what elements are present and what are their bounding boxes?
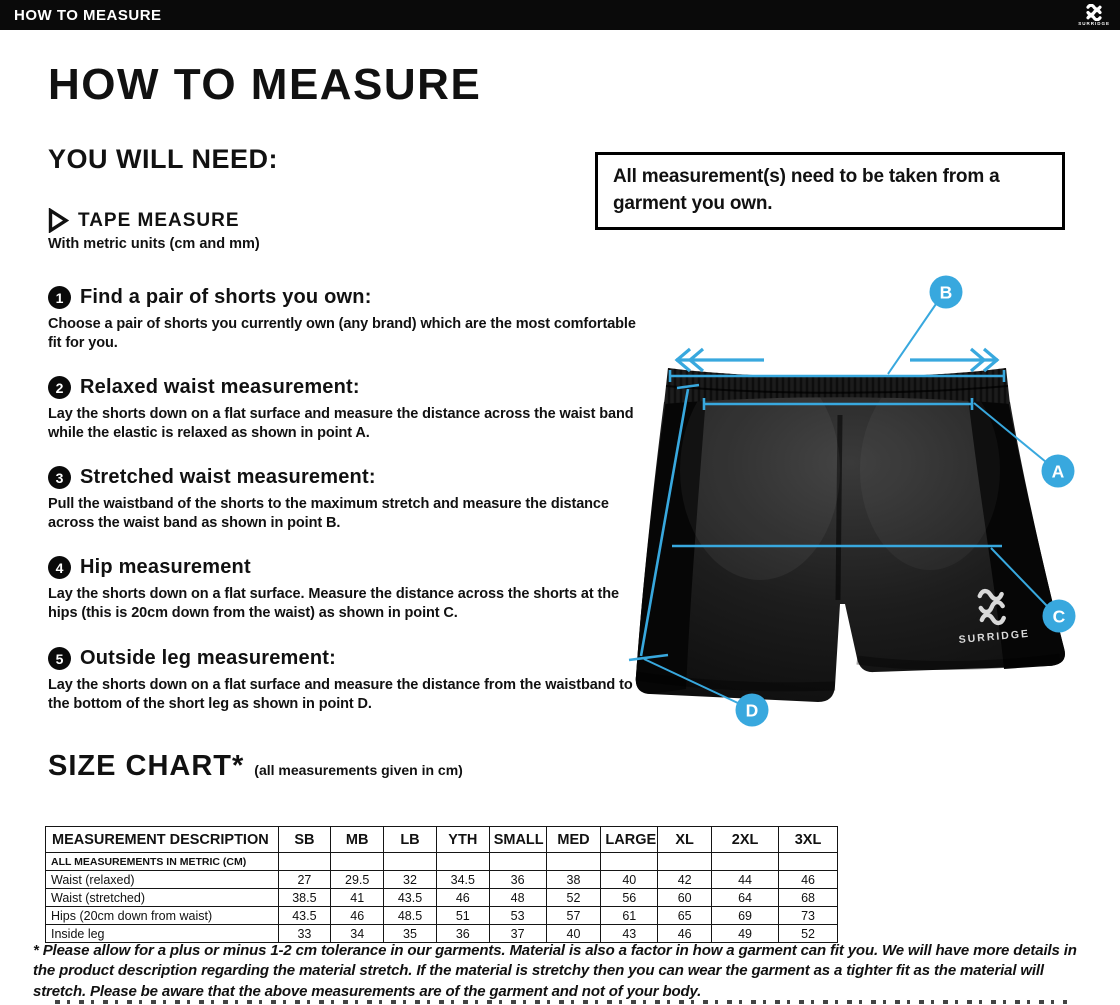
point-b-badge [930,276,963,309]
point-c-badge [1043,600,1076,633]
cell: 42 [658,871,712,889]
step-body: Lay the shorts down on a flat surface. Measure the distance across the shorts at the hips (this is 20cm down from the waist) as shown in point C. [48,586,619,622]
cell: 43.5 [278,907,331,925]
cell: 40 [601,871,658,889]
cell: 32 [384,871,437,889]
step-body: Lay the shorts down on a flat surface and measure the distance from the waistband to the bottom of the short leg as shown in point D. [48,677,633,713]
svg-text:A: A [1051,461,1065,482]
cell: 61 [601,907,658,925]
cell: 64 [712,889,779,907]
column-header: LB [384,827,437,853]
cell: 68 [779,889,838,907]
cell: 35 [384,925,437,943]
table-header-row [46,827,838,853]
column-header: 3XL [779,827,838,853]
cell: 40 [546,925,601,943]
column-header: XL [658,827,712,853]
row-label: Inside leg [46,925,279,943]
step-title: Stretched waist measurement: [80,466,376,488]
step-title: Outside leg measurement: [80,647,336,669]
point-a-badge [1042,455,1075,488]
step-2 [48,376,640,444]
tape-measure-item [48,208,260,252]
cell: 49 [712,925,779,943]
surridge-s-icon [1081,4,1107,21]
table-row [46,889,838,907]
cell: 38.5 [278,889,331,907]
cell: 36 [489,871,546,889]
step-5 [48,647,640,715]
surridge-logo-icon [1078,4,1110,27]
step-title: Find a pair of shorts you own: [80,286,372,308]
cell: 53 [489,907,546,925]
svg-text:B: B [939,282,953,303]
size-chart-subtitle: (all measurements given in cm) [254,762,463,778]
svg-text:D: D [745,700,759,721]
column-header: YTH [436,827,489,853]
cell: 43 [601,925,658,943]
top-bar [0,0,1120,30]
cell: 36 [436,925,489,943]
step-number-badge: 4 [48,556,71,579]
cell: 37 [489,925,546,943]
point-d-badge [736,694,769,727]
table-row [46,871,838,889]
table-row [46,907,838,925]
surridge-wordmark: SURRIDGE [1078,20,1110,26]
column-header: MEASUREMENT DESCRIPTION [46,827,279,853]
note-box [595,152,1065,230]
cell: 51 [436,907,489,925]
note-text: All measurement(s) need to be taken from a garment you own. [613,166,1000,214]
step-title: Relaxed waist measurement: [80,376,360,398]
cell: 73 [779,907,838,925]
step-body: Lay the shorts down on a flat surface and measure the distance across the waist band while the elastic is relaxed as shown in point A. [48,406,634,442]
step-3 [48,466,640,534]
table-row [46,925,838,943]
cell: 48 [489,889,546,907]
column-header: SB [278,827,331,853]
cell: 29.5 [331,871,384,889]
column-header: 2XL [712,827,779,853]
cell: 43.5 [384,889,437,907]
step-number-badge: 5 [48,647,71,670]
page-title: HOW TO MEASURE [48,60,482,109]
cell: 52 [546,889,601,907]
row-label: Waist (relaxed) [46,871,279,889]
shorts-photo [636,360,1065,702]
cell: 48.5 [384,907,437,925]
metric-note: ALL MEASUREMENTS IN METRIC (CM) [46,853,279,871]
step-1 [48,286,640,354]
step-body: Choose a pair of shorts you currently own (any brand) which are the most comfortable fit for you. [48,316,636,352]
step-number-badge: 1 [48,286,71,309]
cell: 33 [278,925,331,943]
disclaimer-text: * Please allow for a plus or minus 1-2 cm tolerance in our garments. Material is also a factor in how a garment can fit you. We will have more details in the product description regarding the material stretch. If the material is stretchy then you can wear the garment as a tighter fit as the material will stretch. Please be aware that the above measurements are of the garment and not of your body. [33,942,1077,1000]
cell: 41 [331,889,384,907]
tool-detail: With metric units (cm and mm) [48,236,260,252]
tool-name: TAPE MEASURE [78,209,240,231]
cell: 57 [546,907,601,925]
step-4 [48,556,640,624]
row-label: Hips (20cm down from waist) [46,907,279,925]
cell: 34 [331,925,384,943]
shorts-brand-wordmark: SURRIDGE [958,627,1031,646]
row-label: Waist (stretched) [46,889,279,907]
cell: 46 [658,925,712,943]
shorts-measurement-diagram [600,250,1120,740]
table-metric-row [46,853,838,871]
cell: 46 [331,907,384,925]
you-will-need-heading: YOU WILL NEED: [48,144,279,174]
size-chart-heading [48,750,463,783]
cell: 65 [658,907,712,925]
column-header: MB [331,827,384,853]
cell: 38 [546,871,601,889]
cell: 27 [278,871,331,889]
cell: 60 [658,889,712,907]
top-bar-title: HOW TO MEASURE [14,6,162,24]
cell: 52 [779,925,838,943]
column-header: LARGE [601,827,658,853]
triangle-bullet-icon [48,208,69,233]
cut-off-text-fragment [55,1000,1067,1004]
stretch-arrows-icon [676,349,998,371]
cell: 56 [601,889,658,907]
size-chart-table [45,826,838,943]
cell: 46 [779,871,838,889]
step-number-badge: 3 [48,466,71,489]
svg-text:C: C [1052,606,1066,627]
steps-list [48,286,640,726]
size-chart-title: SIZE CHART* [48,750,245,782]
column-header: SMALL [489,827,546,853]
cell: 44 [712,871,779,889]
cell: 34.5 [436,871,489,889]
cell: 69 [712,907,779,925]
column-header: MED [546,827,601,853]
step-title: Hip measurement [80,556,251,578]
step-body: Pull the waistband of the shorts to the maximum stretch and measure the distance across the waist band as shown in point B. [48,496,609,532]
step-number-badge: 2 [48,376,71,399]
cell: 46 [436,889,489,907]
